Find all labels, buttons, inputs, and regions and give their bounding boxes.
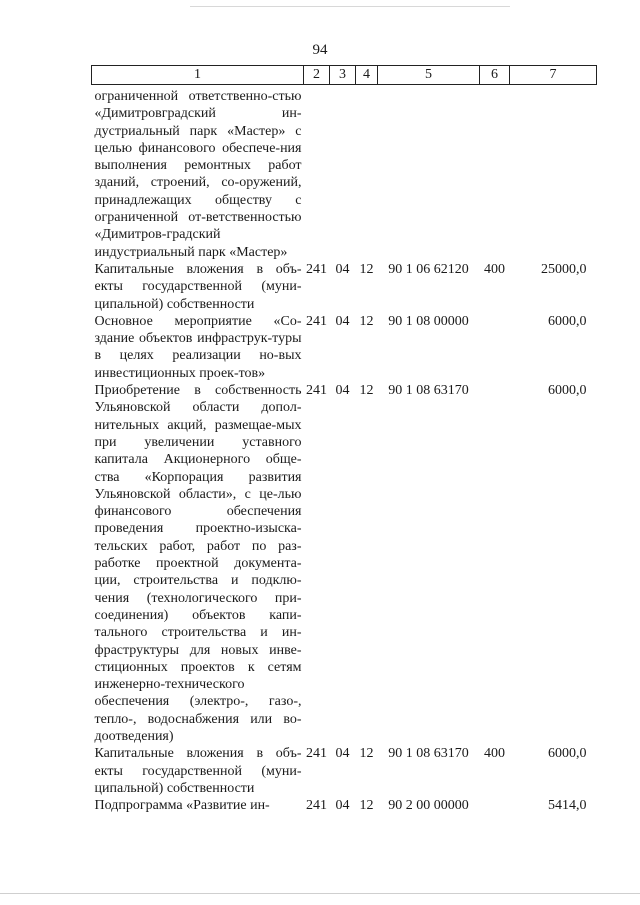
row-name: Приобретение в собственность Ульяновской области допол-нительных акций, размещае-мых при увеличении уставного капитала Акционерного обще-ства «Корпорация развития Ульяновской области», с це-лью финансового обеспечения проведения проектно-изыска-тельских работ, работ по раз-работке проектной документа-ции, строительства и подклю-чения (технологического при-соединения) объектов капи-тального строительства и ин-фраструктуры для новых инве-стиционных проектов к сетям инженерно-технического обеспечения (электро-, газо-, тепло-, водоснабжения или во-доотведения) <box>94 383 302 744</box>
row-code-4: 12 <box>359 798 374 814</box>
row-code-4: 12 <box>359 261 374 277</box>
header-row <box>92 66 597 85</box>
scan-artifact-bottom <box>0 893 640 894</box>
row-code-6: 400 <box>484 261 505 277</box>
column-header-4: 4 <box>356 66 378 85</box>
row-code-3 <box>330 85 356 261</box>
row-name: ограниченной ответственно-стью «Димитровградский ин-дустриальный парк «Мастер» с целью финансового обеспече-ния выполнения ремонтных работ зданий, строений, со-оружений, принадлежащих обществу с ограниченной от-ветственностью «Димитров-градский индустриальный парк «Мастер» <box>94 89 302 260</box>
table-row <box>92 261 597 313</box>
row-code-5: 90 1 08 00000 <box>388 313 469 329</box>
table-row <box>92 85 597 261</box>
row-code-6 <box>480 382 510 745</box>
table-header <box>92 66 597 85</box>
row-amount: 6000,0 <box>548 383 587 399</box>
column-header-3: 3 <box>330 66 356 85</box>
row-amount: 25000,0 <box>541 261 587 277</box>
row-name: Капитальные вложения в объ-екты государственной (муни-ципальной) собственности <box>94 746 302 796</box>
budget-table <box>91 65 597 814</box>
row-code-6 <box>480 313 510 382</box>
row-code-5: 90 1 06 62120 <box>388 261 469 277</box>
column-header-5: 5 <box>378 66 480 85</box>
row-code-4: 12 <box>359 313 374 329</box>
row-name: Капитальные вложения в объ-екты государственной (муни-ципальной) собственности <box>94 261 302 312</box>
table-row <box>92 313 597 382</box>
column-header-6: 6 <box>480 66 510 85</box>
row-code-2: 241 <box>306 261 327 277</box>
row-code-2: 241 <box>306 383 327 399</box>
column-header-7: 7 <box>510 66 597 85</box>
row-code-3: 04 <box>335 746 350 762</box>
row-code-5 <box>378 85 480 261</box>
row-name: Подпрограмма «Развитие ин- <box>94 798 270 814</box>
row-code-6: 400 <box>484 746 505 762</box>
row-name: Основное мероприятие «Со-здание объектов инфраструк-туры в целях реализации но-вых инвестиционных проек-тов» <box>94 313 302 381</box>
row-amount: 6000,0 <box>548 313 587 329</box>
row-code-5: 90 1 08 63170 <box>388 383 469 399</box>
row-code-2: 241 <box>306 746 327 762</box>
row-amount: 5414,0 <box>548 798 587 814</box>
row-code-5: 90 1 08 63170 <box>388 746 469 762</box>
page-number: 94 <box>312 42 328 58</box>
row-code-4 <box>356 85 378 261</box>
table-row <box>92 797 597 814</box>
row-code-2 <box>304 85 330 261</box>
row-code-4: 12 <box>359 383 374 399</box>
row-code-4: 12 <box>359 746 374 762</box>
table-body <box>92 85 597 815</box>
row-code-3: 04 <box>335 383 350 399</box>
row-code-3: 04 <box>335 261 350 277</box>
row-code-2: 241 <box>306 313 327 329</box>
row-code-3: 04 <box>335 313 350 329</box>
table-row <box>92 745 597 797</box>
row-code-5: 90 2 00 00000 <box>388 798 469 814</box>
row-code-2: 241 <box>306 798 327 814</box>
row-amount <box>510 85 597 261</box>
table-row <box>92 382 597 745</box>
column-header-1: 1 <box>92 66 304 85</box>
row-code-6 <box>480 85 510 261</box>
row-amount: 6000,0 <box>548 746 587 762</box>
column-header-2: 2 <box>304 66 330 85</box>
row-code-6 <box>480 797 510 814</box>
row-code-3: 04 <box>335 798 350 814</box>
scan-artifact-top <box>190 6 510 7</box>
